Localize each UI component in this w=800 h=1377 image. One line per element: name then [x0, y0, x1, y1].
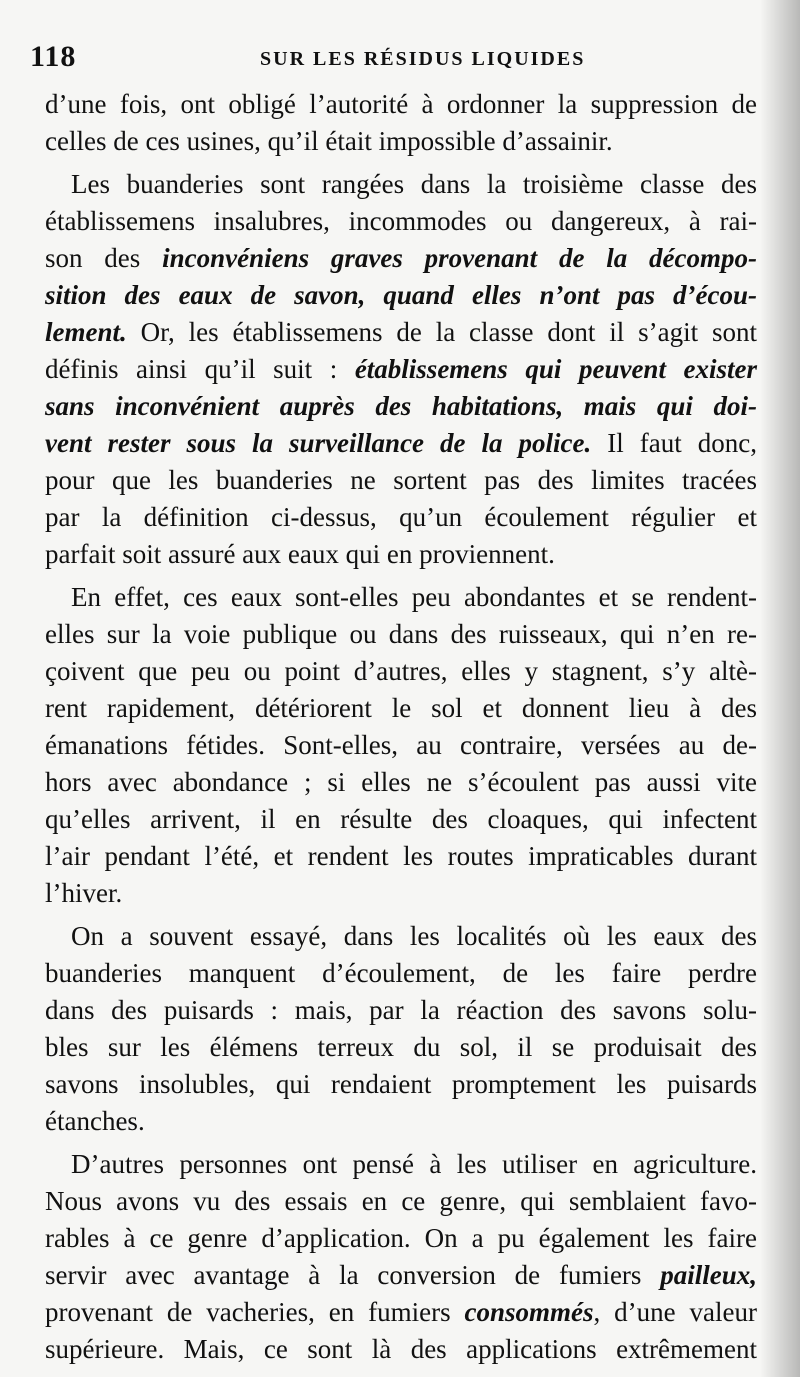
running-title: SUR LES RÉSIDUS LIQUIDES — [260, 48, 586, 70]
text-run: définis ainsi qu’il suit : — [45, 354, 355, 384]
paragraph — [45, 86, 757, 160]
page-header — [30, 40, 760, 80]
text-line — [45, 499, 757, 536]
text-run: Or, les établissemens de la classe dont il s’agit sont — [126, 317, 757, 347]
page-edge-shadow — [760, 0, 800, 1377]
text-line — [45, 918, 757, 955]
text-run: l’hiver. — [45, 878, 123, 908]
text-line — [45, 1257, 757, 1294]
text-run: pour que les buanderies ne sortent pas des limites tracées — [45, 465, 757, 495]
text-line — [45, 579, 757, 616]
text-run: l’air pendant l’été, et rendent les routes impraticables durant — [45, 841, 757, 871]
text-run: , d’une valeur — [593, 1297, 758, 1327]
text-run: celles de ces usines, qu’il était impossible d’assainir. — [45, 126, 613, 156]
text-run: par la définition ci-dessus, qu’un écoulement régulier et — [45, 502, 757, 532]
text-line — [45, 727, 757, 764]
text-run: Nous avons vu des essais en ce genre, qui semblaient favo- — [45, 1186, 757, 1216]
text-line — [45, 166, 757, 203]
paragraph — [45, 166, 757, 573]
text-line — [45, 277, 757, 314]
text-line — [45, 875, 757, 912]
text-line — [45, 1183, 757, 1220]
text-line — [45, 123, 757, 160]
text-line — [45, 462, 757, 499]
text-line — [45, 801, 757, 838]
italic-text: établissemens qui peuvent exister — [354, 354, 757, 384]
text-line — [45, 955, 757, 992]
text-run: établissemens insalubres, incommodes ou dangereux, à rai- — [45, 206, 757, 236]
text-line — [45, 86, 757, 123]
paragraph — [45, 1146, 757, 1368]
text-run: parfait soit assuré aux eaux qui en proviennent. — [45, 539, 555, 569]
text-run: son des — [45, 243, 163, 273]
paragraph — [45, 918, 757, 1140]
text-run: En effet, ces eaux sont-elles peu abondantes et se rendent- — [71, 582, 757, 612]
text-run: bles sur les élémens terreux du sol, il se produisait des — [45, 1032, 757, 1062]
text-line — [45, 203, 757, 240]
text-line — [45, 690, 757, 727]
text-line — [45, 1146, 757, 1183]
text-line — [45, 1294, 757, 1331]
italic-text: sans inconvénient auprès des habitations, mais qui doi- — [45, 391, 757, 421]
paragraph — [45, 579, 757, 912]
text-run: hors avec abondance ; si elles ne s’écoulent pas aussi vite — [45, 767, 757, 797]
italic-text: pailleux, — [660, 1260, 757, 1290]
text-line — [45, 314, 757, 351]
text-line — [45, 653, 757, 690]
italic-text: vent rester sous la surveillance de la police. — [45, 428, 592, 458]
text-line — [45, 388, 757, 425]
text-run: d’une fois, ont obligé l’autorité à ordonner la suppression de — [45, 89, 757, 119]
text-line — [45, 1029, 757, 1066]
text-run: savons insolubles, qui rendaient promptement les puisards — [45, 1069, 757, 1099]
text-run: rent rapidement, détériorent le sol et donnent lieu à des — [45, 693, 757, 723]
text-run: supérieure. Mais, ce sont là des applications extrêmement — [45, 1334, 757, 1364]
text-line — [45, 838, 757, 875]
text-line — [45, 536, 757, 573]
text-run: servir avec avantage à la conversion de fumiers — [45, 1260, 661, 1290]
text-run: étanches. — [45, 1106, 145, 1136]
text-line — [45, 1066, 757, 1103]
text-line — [45, 351, 757, 388]
text-run: On a souvent essayé, dans les localités où les eaux des — [71, 921, 757, 951]
text-run: provenant de vacheries, en fumiers — [45, 1297, 465, 1327]
text-line — [45, 992, 757, 1029]
text-line — [45, 1331, 757, 1368]
text-run: D’autres personnes ont pensé à les utiliser en agriculture. — [71, 1149, 757, 1179]
italic-text: sition des eaux de savon, quand elles n’ont pas d’écou- — [45, 280, 757, 310]
text-run: rables à ce genre d’application. On a pu également les faire — [45, 1223, 757, 1253]
text-run: qu’elles arrivent, il en résulte des cloaques, qui infectent — [45, 804, 757, 834]
body-text — [45, 86, 757, 1368]
text-line — [45, 240, 757, 277]
text-line — [45, 764, 757, 801]
text-run: elles sur la voie publique ou dans des ruisseaux, qui n’en re- — [45, 619, 757, 649]
text-line — [45, 425, 757, 462]
text-run: dans des puisards : mais, par la réaction des savons solu- — [45, 995, 757, 1025]
italic-text: inconvéniens graves provenant de la décompo- — [162, 243, 758, 273]
page-number: 118 — [30, 40, 77, 73]
text-line — [45, 1220, 757, 1257]
italic-text: lement. — [45, 317, 127, 347]
italic-text: consommés — [464, 1297, 594, 1327]
text-run: Les buanderies sont rangées dans la troisième classe des — [71, 169, 757, 199]
text-run: buanderies manquent d’écoulement, de les faire perdre — [45, 958, 757, 988]
text-run: Il faut donc, — [591, 428, 758, 458]
text-run: çoivent que peu ou point d’autres, elles y stagnent, s’y altè- — [45, 656, 757, 686]
text-run: émanations fétides. Sont-elles, au contraire, versées au de- — [45, 730, 757, 760]
text-line — [45, 1103, 757, 1140]
text-line — [45, 616, 757, 653]
